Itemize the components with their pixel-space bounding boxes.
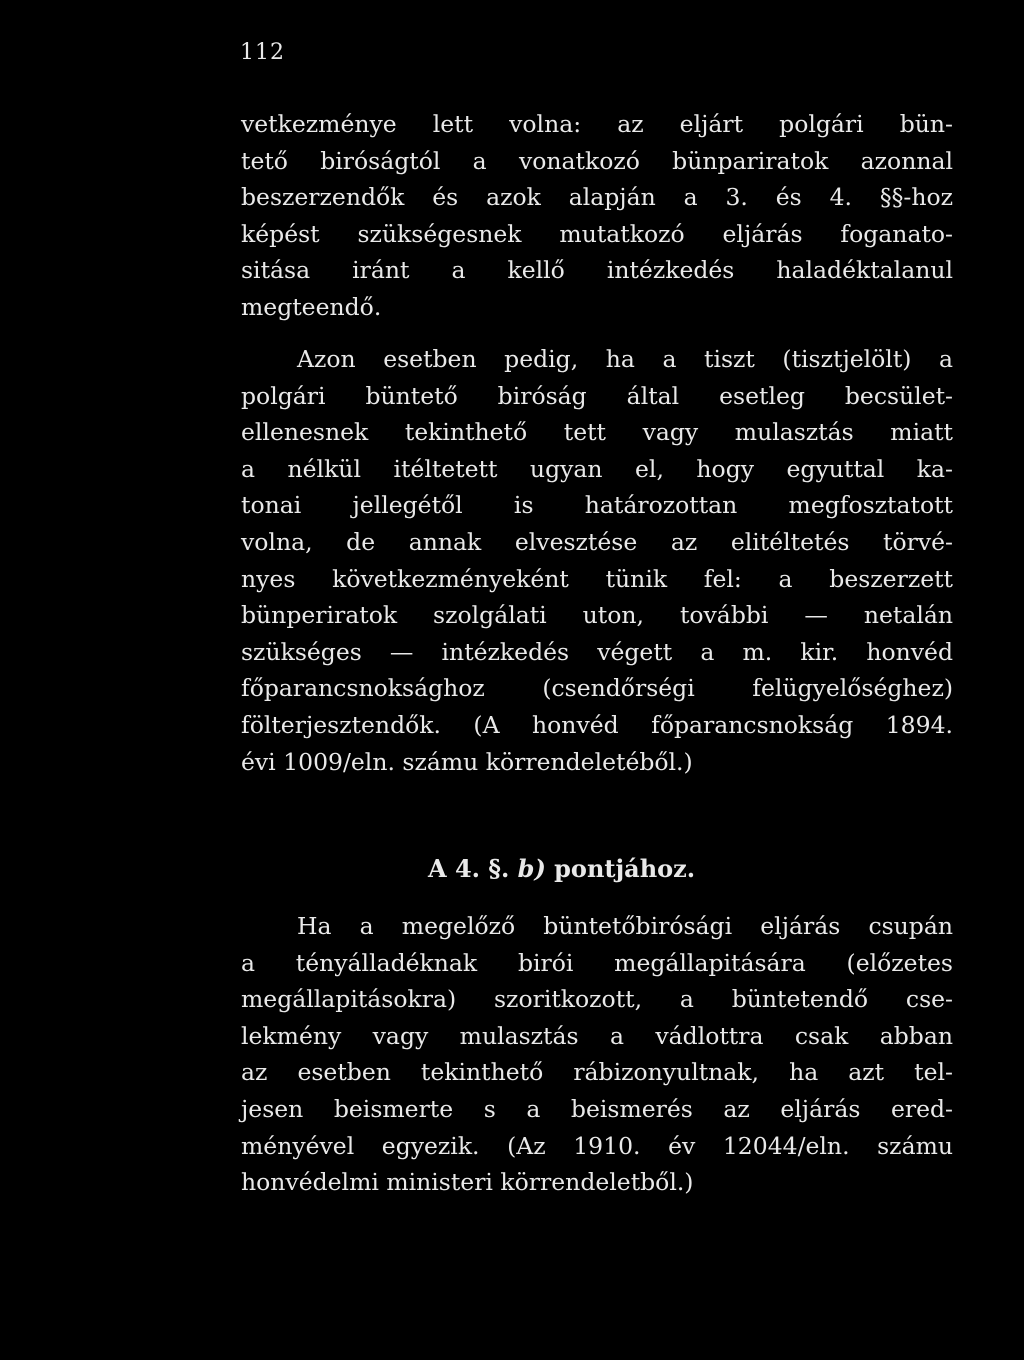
- text-line: jesen beismerte s a beismerés az eljárás ered-: [241, 1094, 953, 1123]
- text-line: polgári büntető biróság által esetleg becsület-: [241, 381, 953, 410]
- text-line: megteendő.: [241, 292, 382, 321]
- heading-italic: b): [517, 854, 546, 883]
- text-line: a tényálladéknak birói megállapitására (előzetes: [241, 948, 953, 977]
- paragraph-1: [241, 106, 953, 326]
- text-line: Ha a megelőző büntetőbirósági eljárás csupán: [297, 912, 953, 940]
- text-line: a nélkül itéltetett ugyan el, hogy egyuttal ka-: [241, 454, 953, 483]
- text-line: bünperiratok szolgálati uton, további — netalán: [241, 601, 953, 630]
- heading-prefix: A 4. §.: [428, 854, 518, 883]
- text-line: lekmény vagy mulasztás a vádlottra csak abban: [241, 1021, 953, 1050]
- text-line: vetkezménye lett volna: az eljárt polgári bün-: [241, 110, 953, 138]
- paragraph-2: [241, 341, 953, 780]
- text-line: honvédelmi ministeri körrendeletből.): [241, 1168, 694, 1197]
- text-line: Azon esetben pedig, ha a tiszt (tisztjelölt) a: [297, 345, 953, 373]
- text-line: volna, de annak elvesztése az elitéltetés törvé-: [241, 527, 953, 556]
- text-line: megállapitásokra) szoritkozott, a büntetendő cse-: [241, 985, 953, 1014]
- text-line: fölterjesztendők. (A honvéd főparancsnokság 1894.: [241, 710, 953, 739]
- text-line: főparancsnoksághoz (csendőrségi felügyelőséghez): [241, 674, 953, 703]
- text-line: beszerzendők és azok alapján a 3. és 4. §§-hoz: [241, 183, 953, 212]
- page-number: 112: [240, 40, 285, 65]
- text-line: ményével egyezik. (Az 1910. év 12044/eln. számu: [241, 1131, 953, 1160]
- text-line: nyes következményeként tünik fel: a beszerzett: [241, 564, 953, 593]
- paragraph-3: [241, 908, 953, 1201]
- text-line: képést szükségesnek mutatkozó eljárás foganato-: [241, 219, 953, 248]
- text-line: ellenesnek tekinthető tett vagy mulasztás miatt: [241, 418, 953, 447]
- text-line: évi 1009/eln. számu körrendeletéből.): [241, 747, 693, 776]
- text-line: az esetben tekinthető rábizonyultnak, ha azt tel-: [241, 1058, 953, 1087]
- text-line: tonai jellegétől is határozottan megfosztatott: [241, 491, 953, 520]
- text-line: szükséges — intézkedés végett a m. kir. honvéd: [241, 637, 953, 666]
- heading-suffix: pontjához.: [545, 854, 696, 883]
- text-line: sitása iránt a kellő intézkedés haladéktalanul: [241, 256, 953, 285]
- text-line: tető biróságtól a vonatkozó bünpariratok azonnal: [241, 146, 953, 175]
- section-heading: [428, 854, 695, 883]
